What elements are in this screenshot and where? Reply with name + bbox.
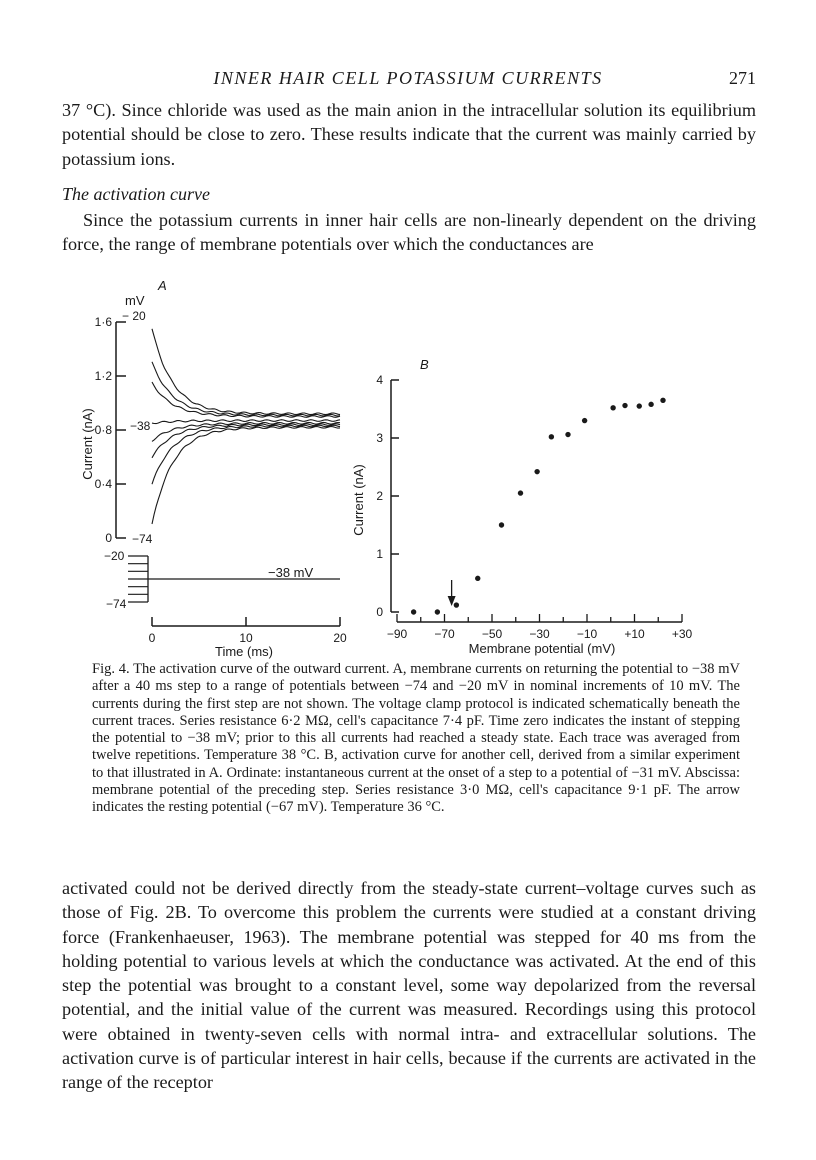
data-point: [411, 609, 416, 614]
panel-b-x-tick-label: +30: [671, 627, 693, 641]
panel-b-y-tick-label: 4: [376, 373, 383, 387]
current-trace: [152, 362, 340, 416]
protocol-top-label: −20: [104, 549, 125, 563]
panel-b-ylabel: Current (nA): [351, 464, 366, 536]
panel-b-plot: [376, 373, 692, 641]
trace-label-minus38: −38: [130, 419, 151, 433]
panel-a-ylabel: Current (nA): [80, 408, 95, 480]
panel-a-x-tick-label: 10: [239, 631, 253, 645]
paragraph-2: Since the potassium currents in inner hair cells are non-linearly dependent on the driving force, the range of membrane potentials over which the conductances are: [62, 210, 756, 255]
figure-4: [0, 270, 816, 660]
panel-a-x-tick-label: 20: [333, 631, 347, 645]
panel-b-y-tick-label: 3: [376, 431, 383, 445]
panel-b-label: B: [420, 357, 429, 372]
panel-b-x-tick-label: −10: [576, 627, 598, 641]
panel-b-y-tick-label: 0: [376, 605, 383, 619]
data-point: [499, 522, 504, 527]
figure-caption: Fig. 4. The activation curve of the outward current. A, membrane currents on returning the potential to −38 mV after a 40 ms step to a range of potentials between −74 and −20 mV in nominal increments of 10 mV. The currents during the first step are not shown. The voltage clamp protocol is indicated schematically beneath the current traces. Series resistance 6·2 MΩ, cell's capacitance 7·4 pF. Time zero indicates the instant of stepping the potential to −38 mV; prior to this all currents had reached a steady state. Each trace was averaged from twelve repetitions. Temperature 38 °C. B, activation curve for another cell, derived from a similar experiment to that illustrated in A. Ordinate: instantaneous current at the onset of a step to a potential of −31 mV. Abscissa: membrane potential of the preceding step. Series resistance 3·0 MΩ, cell's capacitance 9·1 pF. The arrow indicates the resting potential (−67 mV). Temperature 36 °C.: [92, 661, 740, 816]
data-point: [565, 432, 570, 437]
panel-a-y-tick-label: 0·8: [94, 423, 112, 437]
section-heading: The activation curve: [62, 184, 210, 204]
panel-b-x-tick-label: −50: [481, 627, 503, 641]
panel-a-xlabel: Time (ms): [214, 644, 274, 659]
data-point: [518, 490, 523, 495]
protocol-bottom-label: −74: [106, 597, 127, 611]
data-point: [648, 402, 653, 407]
panel-a-label: A: [158, 278, 167, 293]
panel-b-xlabel: Membrane potential (mV): [468, 641, 616, 656]
data-point: [610, 405, 615, 410]
data-point: [660, 398, 665, 403]
panel-a-y-tick-label: 1·2: [94, 369, 112, 383]
data-point: [534, 469, 539, 474]
data-point: [435, 609, 440, 614]
trace-label-minus20: − 20: [122, 309, 146, 323]
panel-b-y-tick-label: 1: [376, 547, 383, 561]
protocol-hold-label: −38 mV: [268, 565, 314, 580]
panel-b-x-tick-label: −70: [434, 627, 455, 641]
panel-b-x-tick-label: −90: [386, 627, 408, 641]
trace-label-minus74: −74: [132, 532, 153, 546]
panel-a-y-tick-label: 0·4: [94, 477, 112, 491]
panel-a-y-tick-label: 1·6: [94, 315, 112, 329]
panel-a-plot: [95, 315, 347, 645]
data-point: [475, 576, 480, 581]
data-point: [549, 434, 554, 439]
data-point: [582, 418, 587, 423]
data-point: [622, 403, 627, 408]
paragraph-3: activated could not be derived directly from the steady-state current–voltage curves such as those of Fig. 2B. To overcome this problem the currents were studied at a constant driving force (Frankenhaeuser, 1963). The membrane potential was stepped for 40 ms from the holding potential to various levels at which the conductance was activated. At the end of this step the potential was brought to a constant level, some way depolarized from the reversal potential, and the initial value of the current was measured. Recordings using this protocol were obtained in twenty-seven cells with normal intra- and extracellular solutions. The activation curve is of particular interest in hair cells, because if the currents are activated in the range of the receptor: [62, 878, 756, 1093]
panel-a-x-tick-label: 0: [148, 631, 156, 645]
data-point: [637, 403, 642, 408]
panel-b-y-tick-label: 2: [376, 489, 383, 503]
panel-a-mv-label: mV: [125, 293, 145, 308]
panel-a-y-tick-label: 0: [105, 531, 112, 545]
panel-b-x-tick-label: +10: [624, 627, 645, 641]
panel-b-x-tick-label: −30: [529, 627, 550, 641]
page-number: 271: [729, 68, 756, 88]
data-point: [454, 602, 459, 607]
paragraph-1: 37 °C). Since chloride was used as the main anion in the intracellular solution its equilibrium potential should be close to zero. These results indicate that the current was mainly carried by potassium ions.: [62, 100, 756, 169]
running-title: INNER HAIR CELL POTASSIUM CURRENTS: [213, 68, 603, 88]
